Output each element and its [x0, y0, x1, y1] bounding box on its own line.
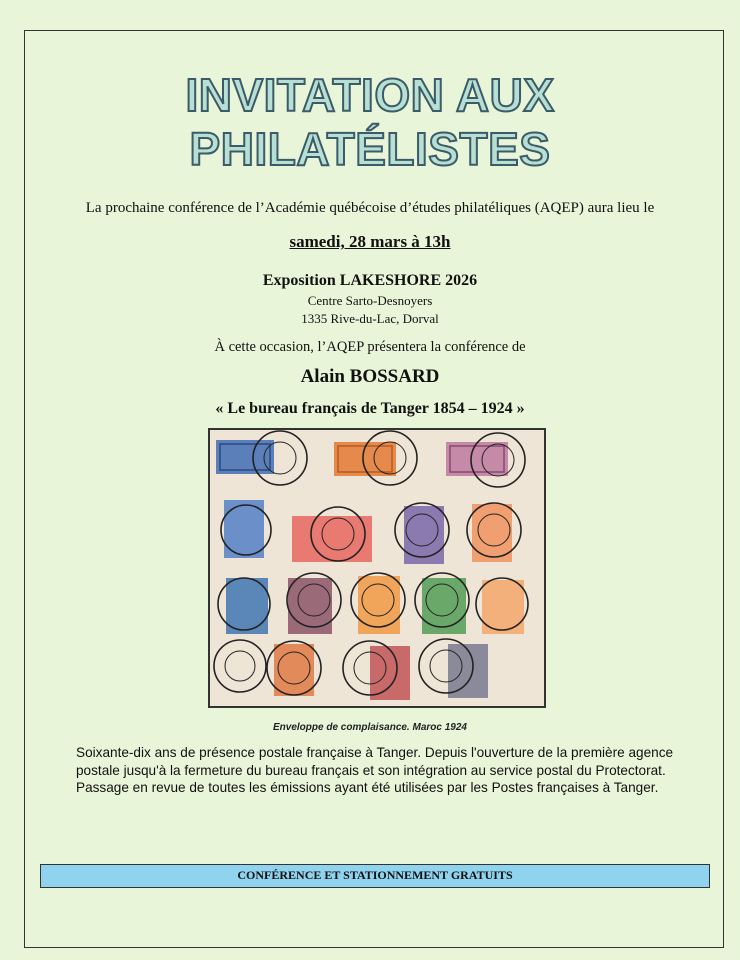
- venue-name: Centre Sarto-Desnoyers: [307, 293, 433, 308]
- occasion-text: À cette occasion, l’AQEP présentera la conférence de: [214, 339, 526, 355]
- stamp: [226, 578, 268, 634]
- exhibition-name: Exposition LAKESHORE 2026: [262, 272, 478, 289]
- stamp: [216, 440, 274, 474]
- speaker-name: Alain BOSSARD: [300, 366, 440, 387]
- event-date: samedi, 28 mars à 13h: [289, 232, 451, 251]
- stamp: [404, 506, 444, 564]
- stamp: [288, 578, 332, 634]
- description: [76, 744, 696, 797]
- free-admission-banner: CONFÉRENCE ET STATIONNEMENT GRATUITS: [40, 864, 710, 888]
- stamp-collage: [210, 430, 544, 706]
- stamp: [422, 578, 466, 634]
- venue-address: 1335 Rive-du-Lac, Dorval: [301, 311, 439, 326]
- stamp: [292, 516, 372, 562]
- talk-title: « Le bureau français de Tanger 1854 – 1924 »: [215, 400, 525, 417]
- intro-text: La prochaine conférence de l’Académie québécoise d’études philatéliques (AQEP) aura lieu le: [85, 200, 655, 216]
- photo-caption: Enveloppe de complaisance. Maroc 1924: [273, 722, 467, 733]
- title-line-1: INVITATION AUX: [185, 69, 555, 121]
- stamp: [446, 442, 508, 476]
- stamp: [370, 646, 410, 700]
- description-paragraph-2: Passage en revue de toutes les émissions ayant été utilisées par les Postes françaises à Tanger.: [76, 780, 659, 795]
- description-paragraph-1: Soixante-dix ans de présence postale française à Tanger. Depuis l'ouverture de la première agence postale jusqu'à la fermeture du bureau français et son intégration au service postal du Protectorat.: [76, 745, 674, 778]
- stamp-envelope-photo: [208, 428, 546, 708]
- title-line-2: PHILATÉLISTES: [189, 123, 551, 175]
